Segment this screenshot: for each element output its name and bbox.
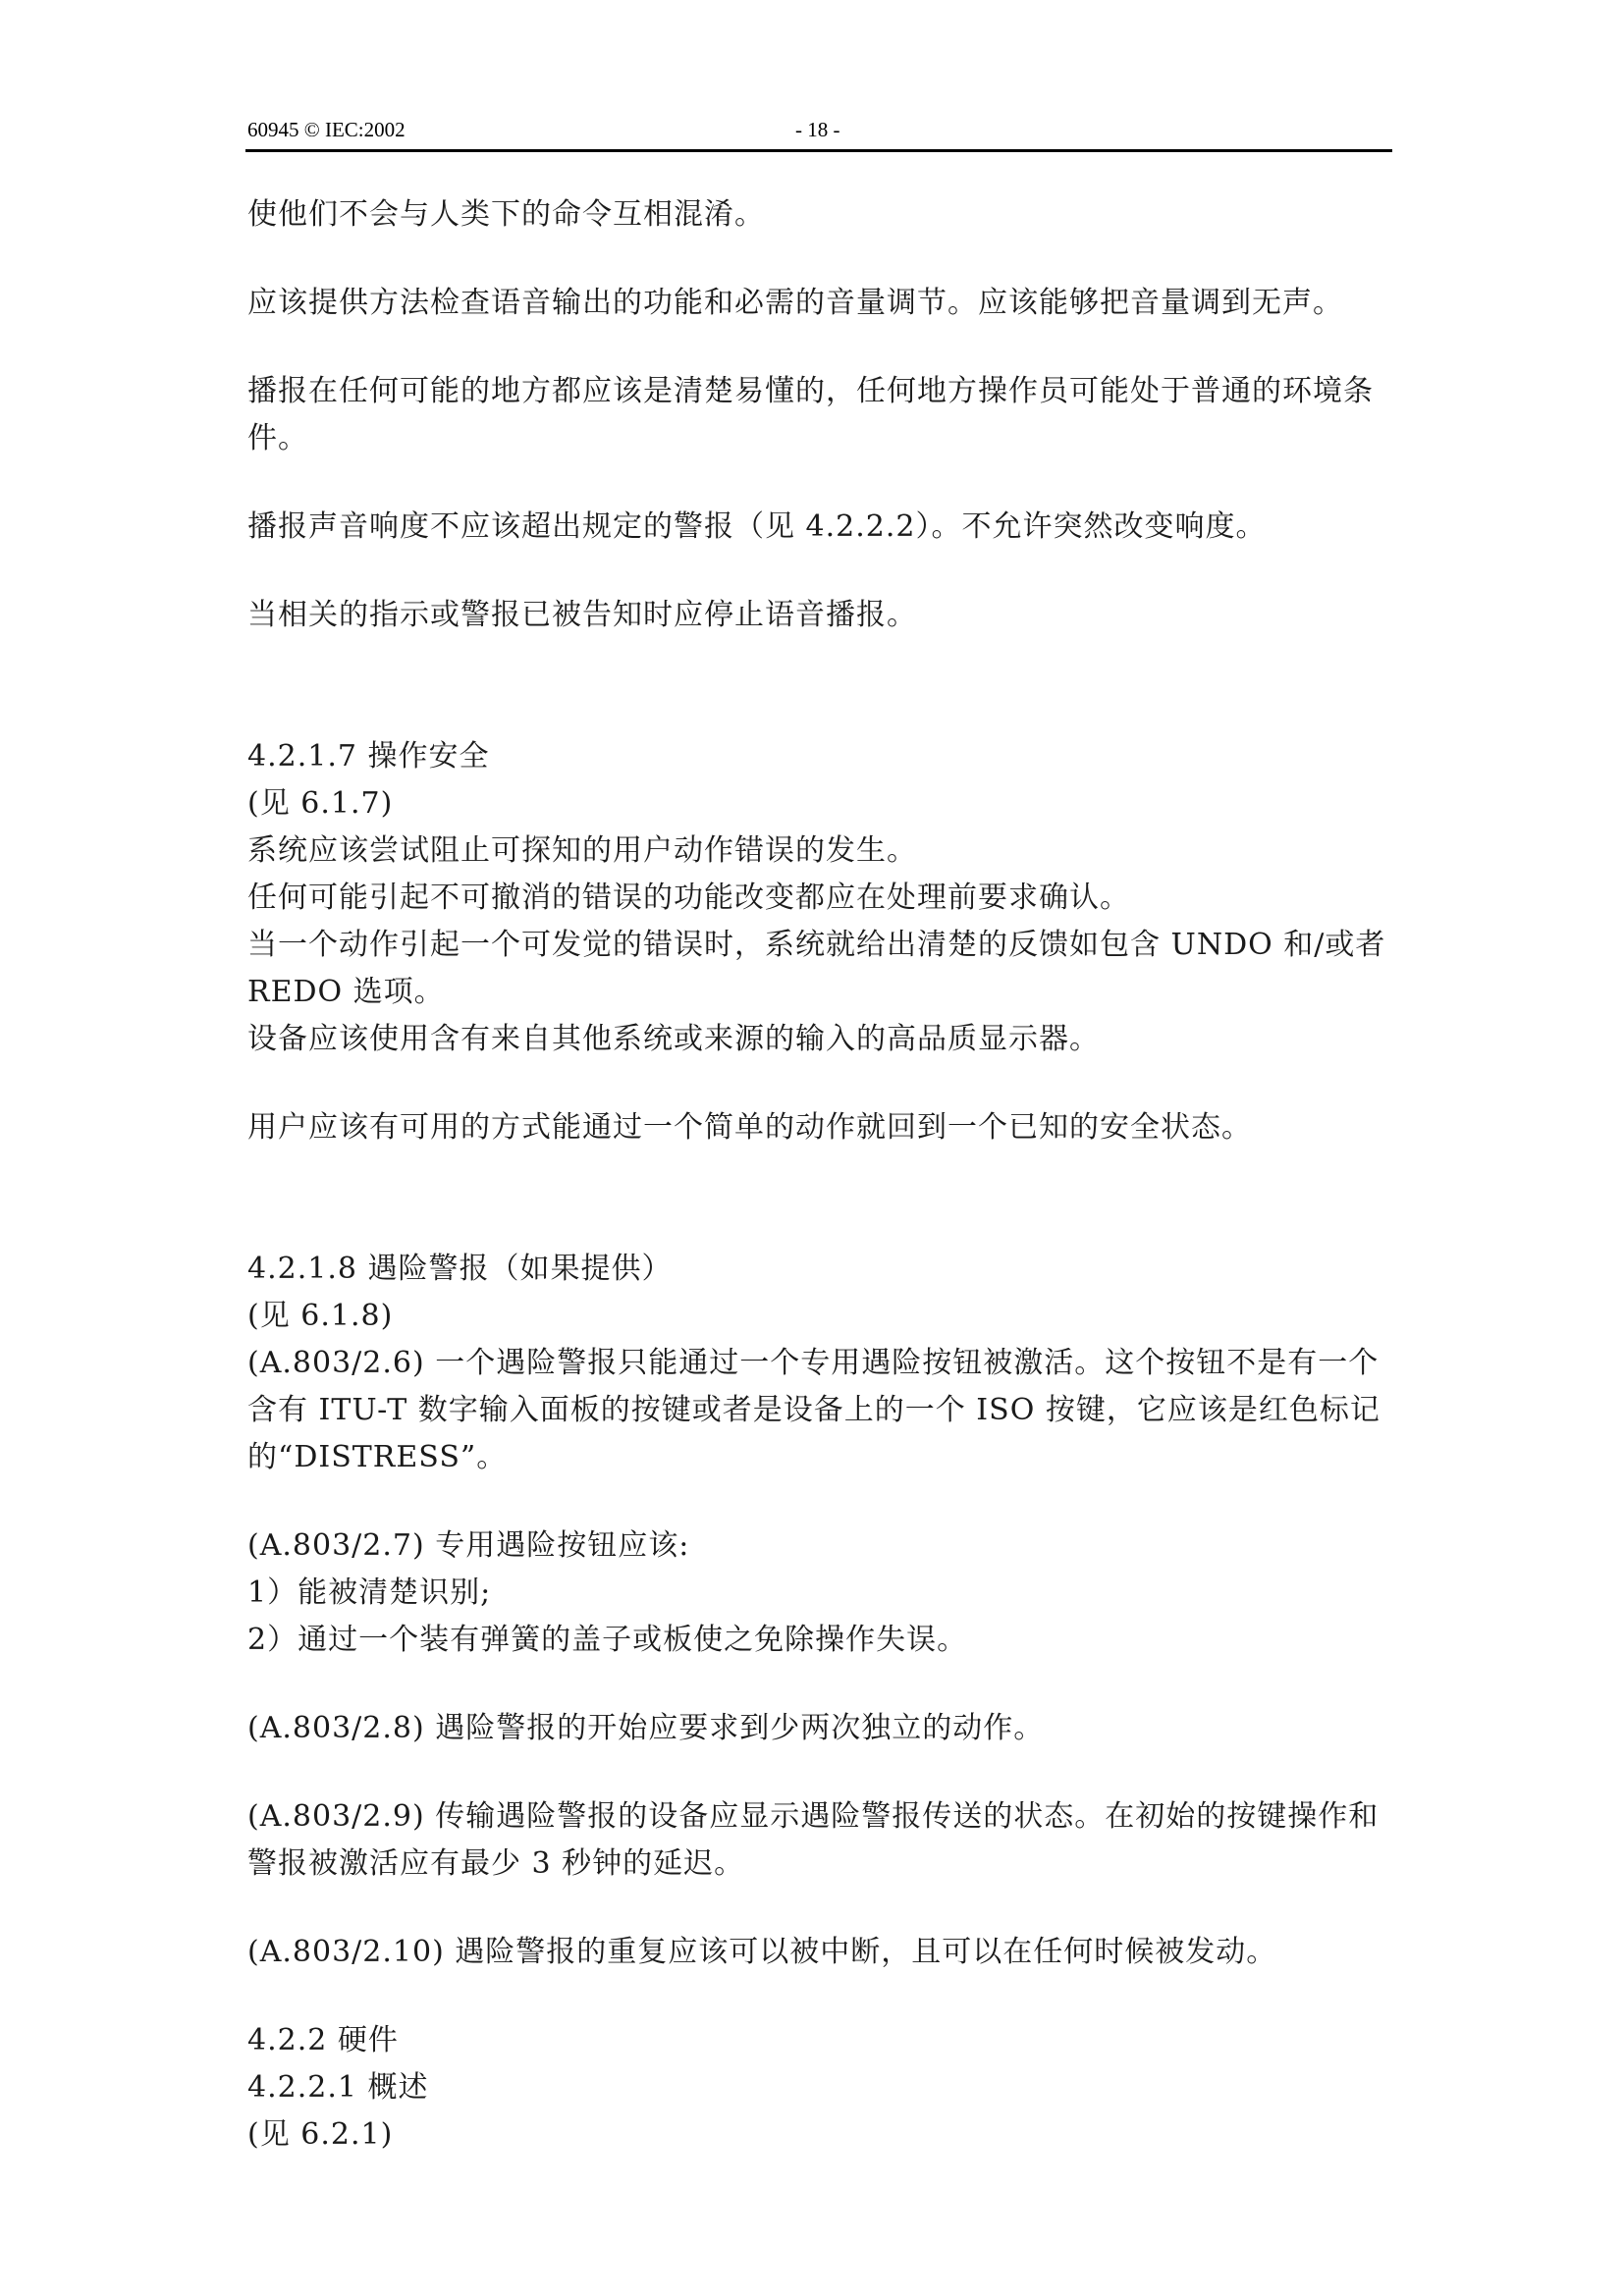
section-heading-422: 4.2.2 硬件 bbox=[247, 2023, 399, 2057]
paragraph: 使他们不会与人类下的命令互相混淆。 bbox=[247, 197, 765, 232]
list-item: 2）通过一个装有弹簧的盖子或板使之免除操作失误。 bbox=[247, 1623, 968, 1657]
paragraph: (A.803/2.10) 遇险警报的重复应该可以被中断，且可以在任何时候被发动。 bbox=[247, 1935, 1277, 1969]
paragraph: 应该提供方法检查语音输出的功能和必需的音量调节。应该能够把音量调到无声。 bbox=[247, 286, 1343, 320]
page-number: - 18 - bbox=[795, 118, 840, 141]
paragraph: 用户应该有可用的方式能通过一个简单的动作就回到一个已知的安全状态。 bbox=[247, 1110, 1252, 1145]
section-reference: (见 6.1.8) bbox=[247, 1299, 394, 1333]
paragraph: 系统应该尝试阻止可探知的用户动作错误的发生。 bbox=[247, 833, 917, 868]
section-reference: (见 6.1.7) bbox=[247, 786, 394, 821]
paragraph: 任何可能引起不可撤消的错误的功能改变都应在处理前要求确认。 bbox=[247, 881, 1130, 915]
paragraph: (A.803/2.9) 传输遇险警报的设备应显示遇险警报传送的状态。在初始的按键操作和警报被激活应有最少 3 秒钟的延迟。 bbox=[247, 1799, 1380, 1881]
page-header bbox=[245, 116, 1392, 152]
paragraph: 当相关的指示或警报已被告知时应停止语音播报。 bbox=[247, 598, 917, 632]
paragraph: 播报声音响度不应该超出规定的警报（见 4.2.2.2）。不允许突然改变响度。 bbox=[247, 509, 1267, 544]
paragraph: (A.803/2.8) 遇险警报的开始应要求到少两次独立的动作。 bbox=[247, 1711, 1045, 1745]
document-id: 60945 © IEC:2002 bbox=[247, 118, 406, 141]
paragraph: 当一个动作引起一个可发觉的错误时，系统就给出清楚的反馈如包含 UNDO 和/或者 REDO 选项。 bbox=[247, 928, 1386, 1009]
paragraph: (A.803/2.7) 专用遇险按钮应该: bbox=[247, 1528, 690, 1563]
paragraph: (A.803/2.6) 一个遇险警报只能通过一个专用遇险按钮被激活。这个按钮不是有一个含有 ITU-T 数字输入面板的按键或者是设备上的一个 ISO 按键，它应该是红色标记的“DISTRESS”。 bbox=[247, 1346, 1380, 1474]
section-heading-4221: 4.2.2.1 概述 bbox=[247, 2070, 429, 2105]
paragraph: 播报在任何可能的地方都应该是清楚易懂的，任何地方操作员可能处于普通的环境条件。 bbox=[247, 374, 1374, 455]
list-item: 1）能被清楚识别; bbox=[247, 1575, 492, 1610]
section-heading-4218: 4.2.1.8 遇险警报（如果提供） bbox=[247, 1252, 673, 1286]
section-heading-4217: 4.2.1.7 操作安全 bbox=[247, 739, 490, 774]
paragraph: 设备应该使用含有来自其他系统或来源的输入的高品质显示器。 bbox=[247, 1022, 1100, 1056]
section-reference: (见 6.2.1) bbox=[247, 2117, 394, 2152]
document-body bbox=[247, 191, 1396, 2159]
